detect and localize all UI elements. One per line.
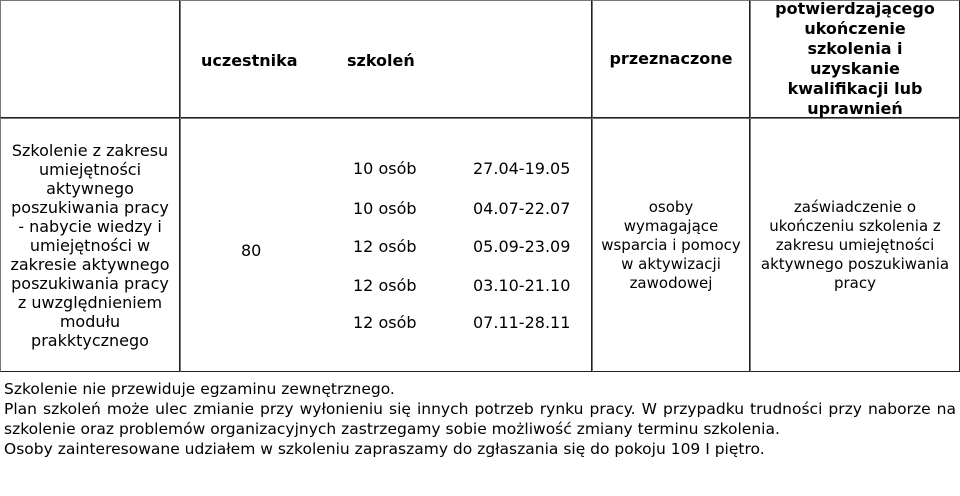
group-4-people: 12 osób	[353, 276, 417, 295]
header-dokument: potwierdzającego ukończenie szkolenia i uzyskanie kwalifikacji lub uprawnień	[775, 0, 935, 118]
dokument-text: zaświadczenie o ukończeniu szkolenia z zakresu umiejętności aktywnego poszukiwania pracy	[760, 197, 950, 292]
header-cell-participants	[180, 0, 592, 118]
group-5-people: 12 osób	[353, 313, 417, 332]
training-name-cell	[0, 118, 180, 372]
notes-section	[4, 379, 956, 459]
header-szkolen: szkoleń	[347, 51, 415, 70]
header-cell-empty	[0, 0, 180, 118]
header-przeznaczone: przeznaczone	[609, 49, 733, 68]
participants-total: 80	[241, 241, 262, 260]
group-4-dates: 03.10-21.10	[473, 276, 571, 295]
group-3-people: 12 osób	[353, 237, 417, 256]
group-2-dates: 04.07-22.07	[473, 199, 571, 218]
group-3-dates: 05.09-23.09	[473, 237, 571, 256]
header-cell-przeznaczone	[592, 0, 750, 118]
note-plan-change: Plan szkoleń może ulec zmianie przy wyłonieniu się innych potrzeb rynku pracy. W przypadku trudności przy naborze na szkolenie oraz problemów organizacyjnych zastrzegamy sobie możliwość zmiany terminu szkolenia.	[4, 400, 956, 438]
note-contact: Osoby zainteresowane udziałem w szkoleniu zapraszamy do zgłaszania się do pokoju 109 I piętro.	[4, 440, 765, 458]
note-exam: Szkolenie nie przewiduje egzaminu zewnętrznego.	[4, 380, 395, 398]
group-5-dates: 07.11-28.11	[473, 313, 571, 332]
przeznaczone-cell	[592, 118, 750, 372]
group-1-people: 10 osób	[353, 159, 417, 178]
training-name: Szkolenie z zakresu umiejętności aktywnego poszukiwania pracy - nabycie wiedzy i umiejętności w zakresie aktywnego poszukiwania pracy z uwzględnieniem modułu prakktycznego	[10, 140, 170, 350]
header-cell-dokument	[750, 0, 960, 118]
group-1-dates: 27.04-19.05	[473, 159, 571, 178]
dokument-cell	[750, 118, 960, 372]
przeznaczone-text: osoby wymagające wsparcia i pomocy w aktywizacji zawodowej	[601, 197, 741, 292]
participants-cell	[180, 118, 592, 372]
group-2-people: 10 osób	[353, 199, 417, 218]
header-uczestnika: uczestnika	[201, 51, 298, 70]
